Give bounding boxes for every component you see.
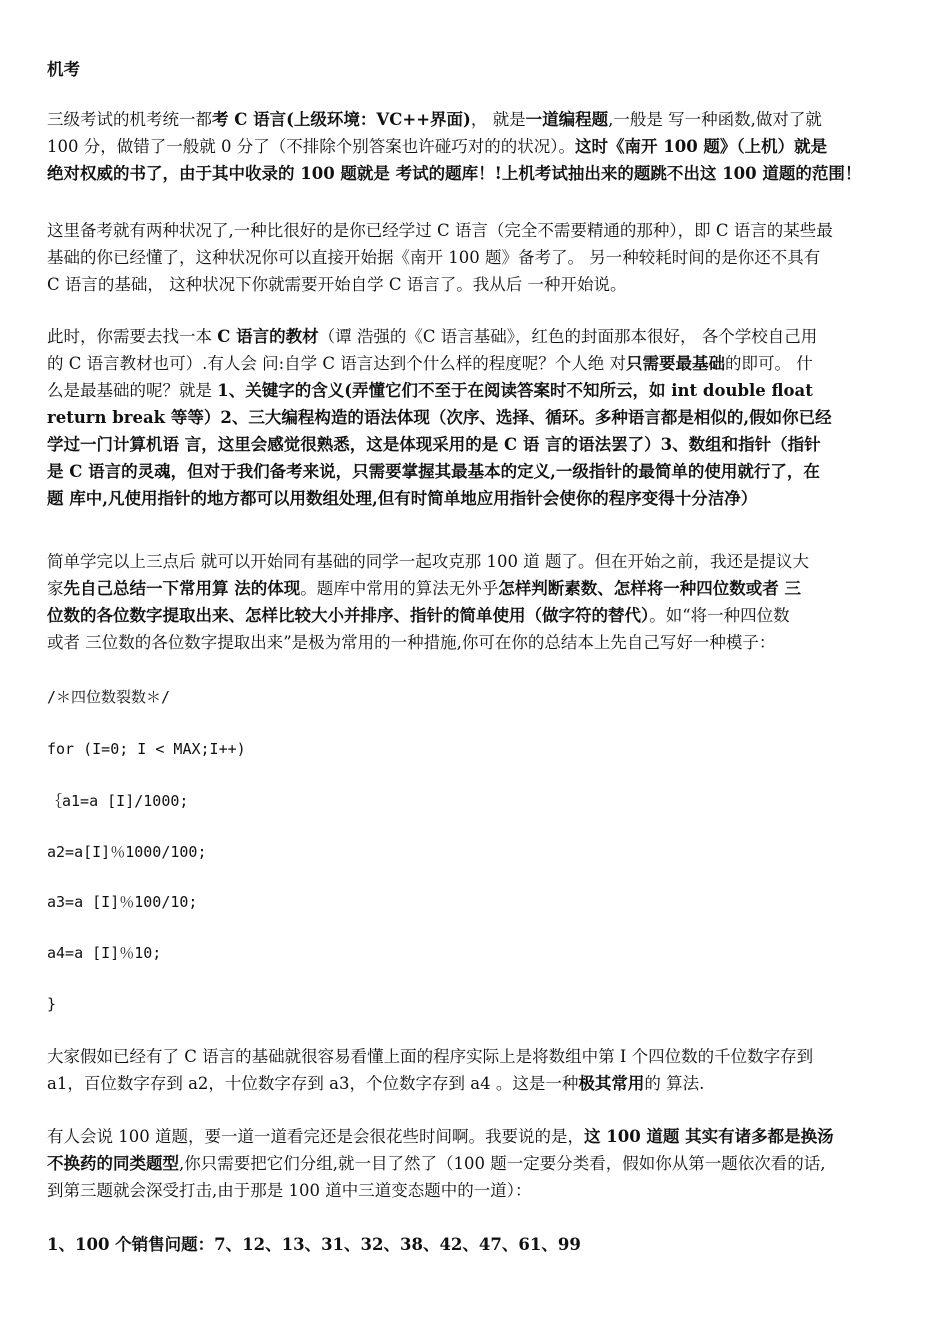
para-line xyxy=(47,377,907,404)
bold-text-run: 一道编程题 xyxy=(525,110,609,129)
para-line xyxy=(47,160,907,187)
bold-text-run: C 语言的教材 xyxy=(217,327,319,346)
code-for-line: for (I=0; I < MAX;I++) xyxy=(47,740,246,758)
para-line xyxy=(47,323,907,350)
text-run: 么是最基础的呢？就是 xyxy=(47,381,218,400)
paragraph-2 xyxy=(47,217,907,298)
para-line xyxy=(47,1123,907,1150)
bold-text-run: 这 100 道题 其实有诸多都是换汤 xyxy=(583,1127,834,1146)
code-close-brace: } xyxy=(47,995,57,1013)
text-run: ,一般是 写一种函数,做对了就 xyxy=(608,110,822,129)
para-line xyxy=(47,350,907,377)
para-line xyxy=(47,1177,907,1204)
para-line xyxy=(47,602,907,629)
para-line xyxy=(47,133,907,160)
code-line-a1: ｛a1=a [I]/1000; xyxy=(47,792,189,810)
text-run: 有人会说 100 道题，要一道一道看完还是会很花些时间啊。我要说的是， xyxy=(47,1127,584,1146)
para-line: 基础的你已经懂了，这种状况你可以直接开始据《南开 100 题》备考了。 另一种较耗时间的是你还不具有 xyxy=(47,248,821,267)
bold-text-run: 位数的各位数字提取出来、怎样比较大小并排序、指针的简单使用（做字符的替代） xyxy=(47,606,650,625)
para-line xyxy=(47,548,907,575)
code-comment: /＊四位数裂数＊/ xyxy=(47,688,171,706)
text-run: 此时，你需要去找一本 xyxy=(47,327,218,346)
para-line xyxy=(47,106,907,133)
text-run: 。题库中常用的算法无外乎 xyxy=(300,579,499,598)
text-run: a1，百位数字存到 a2，十位数字存到 a3，个位数字存到 a4 。这是一种 xyxy=(47,1074,579,1093)
text-run: 家 xyxy=(47,579,64,598)
heading: 机考 xyxy=(47,60,80,79)
code-line-a4: a4=a [I]％10; xyxy=(47,944,162,962)
bold-text-run: 不换药的同类题型 xyxy=(47,1154,179,1173)
bold-text-run: return break 等等）2、三大编程构造的语法体现（次序、选择、循环。多种语言都是相似的,假如你已经 xyxy=(47,408,832,427)
text-run: 的 C 语言教材也可）.有人会 问:自学 C 语言达到个什么样的程度呢？个人绝 对 xyxy=(47,354,627,373)
text-run: 三级考试的机考统一都 xyxy=(47,110,212,129)
para-line xyxy=(47,1070,907,1097)
bold-text-run: 1、关键字的含义(弄懂它们不至于在阅读答案时不知所云，如 int double float xyxy=(217,381,813,400)
para-line xyxy=(47,431,907,458)
para-line xyxy=(47,404,907,431)
paragraph-3 xyxy=(47,323,907,512)
text-run: 或者 三位数的各位数字提取出来”是极为常用的一种措施,你可在你的总结本上先自己写好一种模子： xyxy=(47,633,776,652)
bold-text-run: 学过一门计算机语 言，这里会感觉很熟悉，这是体现采用的是 C 语 言的语法罢了）3、数组和指针（指针 xyxy=(47,435,821,454)
paragraph-6 xyxy=(47,1123,907,1204)
paragraph-5 xyxy=(47,1043,907,1097)
bold-text-run: 怎样判断素数、怎样将一种四位数或者 三 xyxy=(498,579,801,598)
bold-text-run: 先自己总结一下常用算 法的体现 xyxy=(63,579,301,598)
para-line xyxy=(47,1150,907,1177)
para-line: 大家假如已经有了 C 语言的基础就很容易看懂上面的程序实际上是将数组中第 I 个四位数的千位数字存到 xyxy=(47,1047,814,1066)
code-line-a2: a2=a[I]％1000/100; xyxy=(47,843,207,861)
text-run: （谭 浩强的《C 语言基础》，红色的封面那本很好， 各个学校自己用 xyxy=(318,327,818,346)
text-run: 简单学完以上三点后 就可以开始同有基础的同学一起攻克那 100 道 题了。但在开始之前，我还是提议大 xyxy=(47,552,809,571)
bold-text-run: 绝对权威的书了，由于其中收录的 100 题就是 考试的题库！!上机考试抽出来的题跳不出这 100 道题的范围！ xyxy=(47,164,862,183)
bold-text-run: 是 C 语言的灵魂，但对于我们备考来说，只需要掌握其最基本的定义,一级指针的最简单的使用就行了，在 xyxy=(47,462,820,481)
text-run: 到第三题就会深受打击,由于那是 100 道中三道变态题中的一道）： xyxy=(47,1181,532,1200)
para-line: C 语言的基础， 这种状况下你就需要开始自学 C 语言了。我从后 一种开始说。 xyxy=(47,275,627,294)
text-run: ,你只需要把它们分组,就一目了然了（100 题一定要分类看，假如你从第一题依次看的话, xyxy=(179,1154,826,1173)
text-run: 的 算法. xyxy=(644,1074,705,1093)
paragraph-4 xyxy=(47,548,907,656)
para-line xyxy=(47,629,907,656)
para-line xyxy=(47,458,907,485)
text-run: 100 分，做错了一般就 0 分了（不排除个别答案也许碰巧对的的状况）。 xyxy=(47,137,575,156)
bold-text-run: 这时《南开 100 题》（上机）就是 xyxy=(574,137,828,156)
list-item: 1、100 个销售问题：7、12、13、31、32、38、42、47、61、99 xyxy=(47,1235,581,1254)
text-run: ， 就是 xyxy=(470,110,526,129)
bold-text-run: 只需要最基础 xyxy=(626,354,726,373)
para-line xyxy=(47,575,907,602)
bold-text-run: 题 库中,凡使用指针的地方都可以用数组处理,但有时简单地应用指针会使你的程序变得十分洁净） xyxy=(47,489,758,508)
para-line: 这里备考就有两种状况了,一种比很好的是你已经学过 C 语言（完全不需要精通的那种），即 C 语言的某些最 xyxy=(47,221,833,240)
paragraph-1 xyxy=(47,106,907,187)
text-run: 。如“将一种四位数 xyxy=(649,606,790,625)
para-line xyxy=(47,485,907,512)
text-run: 的即可。 什 xyxy=(725,354,813,373)
bold-text-run: 极其常用 xyxy=(578,1074,645,1093)
code-line-a3: a3=a [I]％100/10; xyxy=(47,893,198,911)
bold-text-run: 考 C 语言(上级环境：VC++界面) xyxy=(212,110,471,129)
